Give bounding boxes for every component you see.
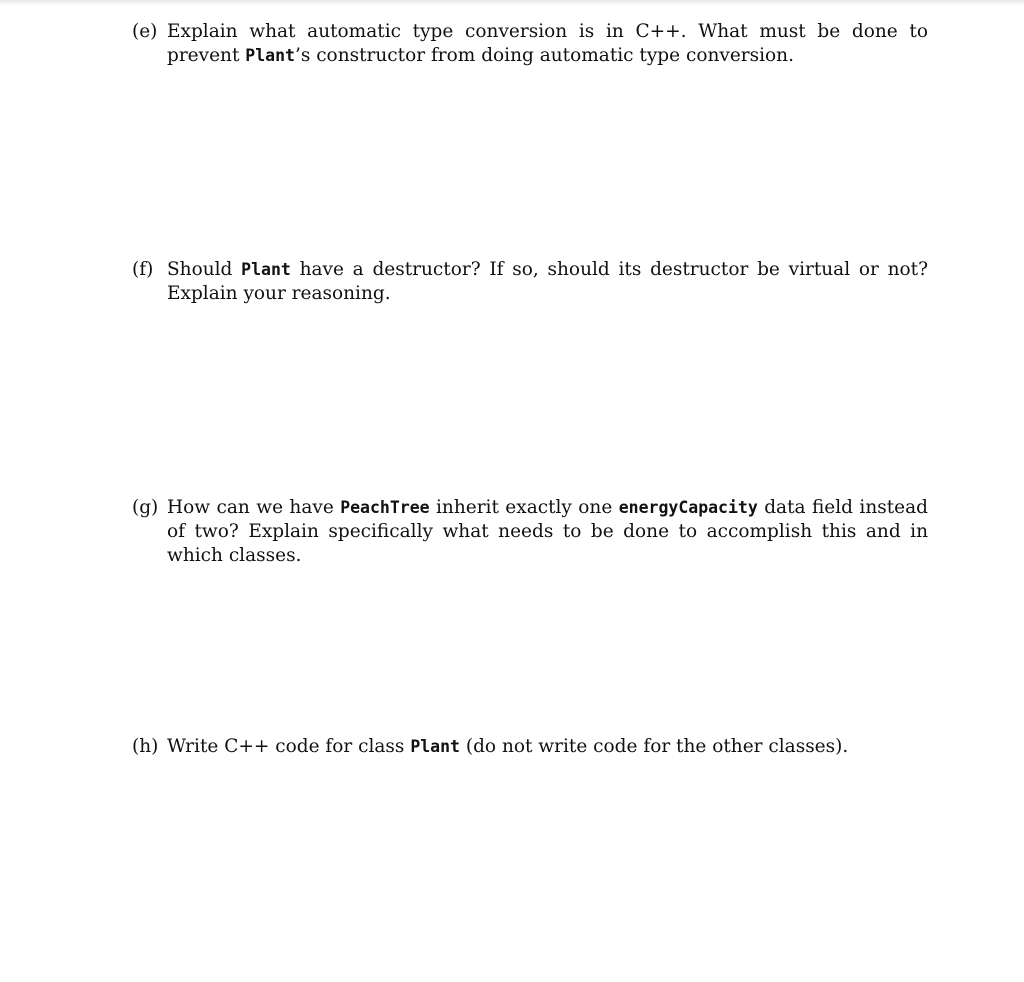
question-h (132, 735, 928, 759)
question-label: (h) (132, 736, 159, 757)
text-segment: How can we have (167, 497, 341, 518)
question-text (167, 496, 928, 568)
text-segment: Explain what automatic type conversion is in C++. What must be done to prevent (167, 21, 928, 66)
text-segment: ’s constructor from doing automatic type conversion. (294, 45, 794, 66)
text-segment: data field instead of two? Explain specifically what needs to be done to accomplish this and in which classes. (167, 497, 928, 566)
question-e (132, 20, 928, 68)
question-label: (g) (132, 497, 159, 518)
code-term-plant: Plant (410, 737, 460, 756)
question-label: (f) (132, 259, 154, 280)
question-text (167, 20, 928, 68)
text-segment: Should (167, 259, 242, 280)
question-text (167, 735, 928, 759)
code-term-plant: Plant (245, 46, 295, 65)
text-segment: (do not write code for the other classes). (459, 736, 849, 757)
text-segment: have a destructor? If so, should its destructor be virtual or not? Explain your reasoning. (167, 259, 928, 304)
question-label: (e) (132, 21, 158, 42)
question-g (132, 496, 928, 568)
question-f (132, 258, 928, 306)
page-top-edge (0, 0, 1024, 6)
code-term-plant: Plant (241, 260, 291, 279)
code-term-peachtree: PeachTree (340, 498, 430, 517)
code-term-energycapacity: energyCapacity (618, 498, 758, 517)
text-segment: inherit exactly one (429, 497, 619, 518)
text-segment: Write C++ code for class (167, 736, 411, 757)
question-text (167, 258, 928, 306)
